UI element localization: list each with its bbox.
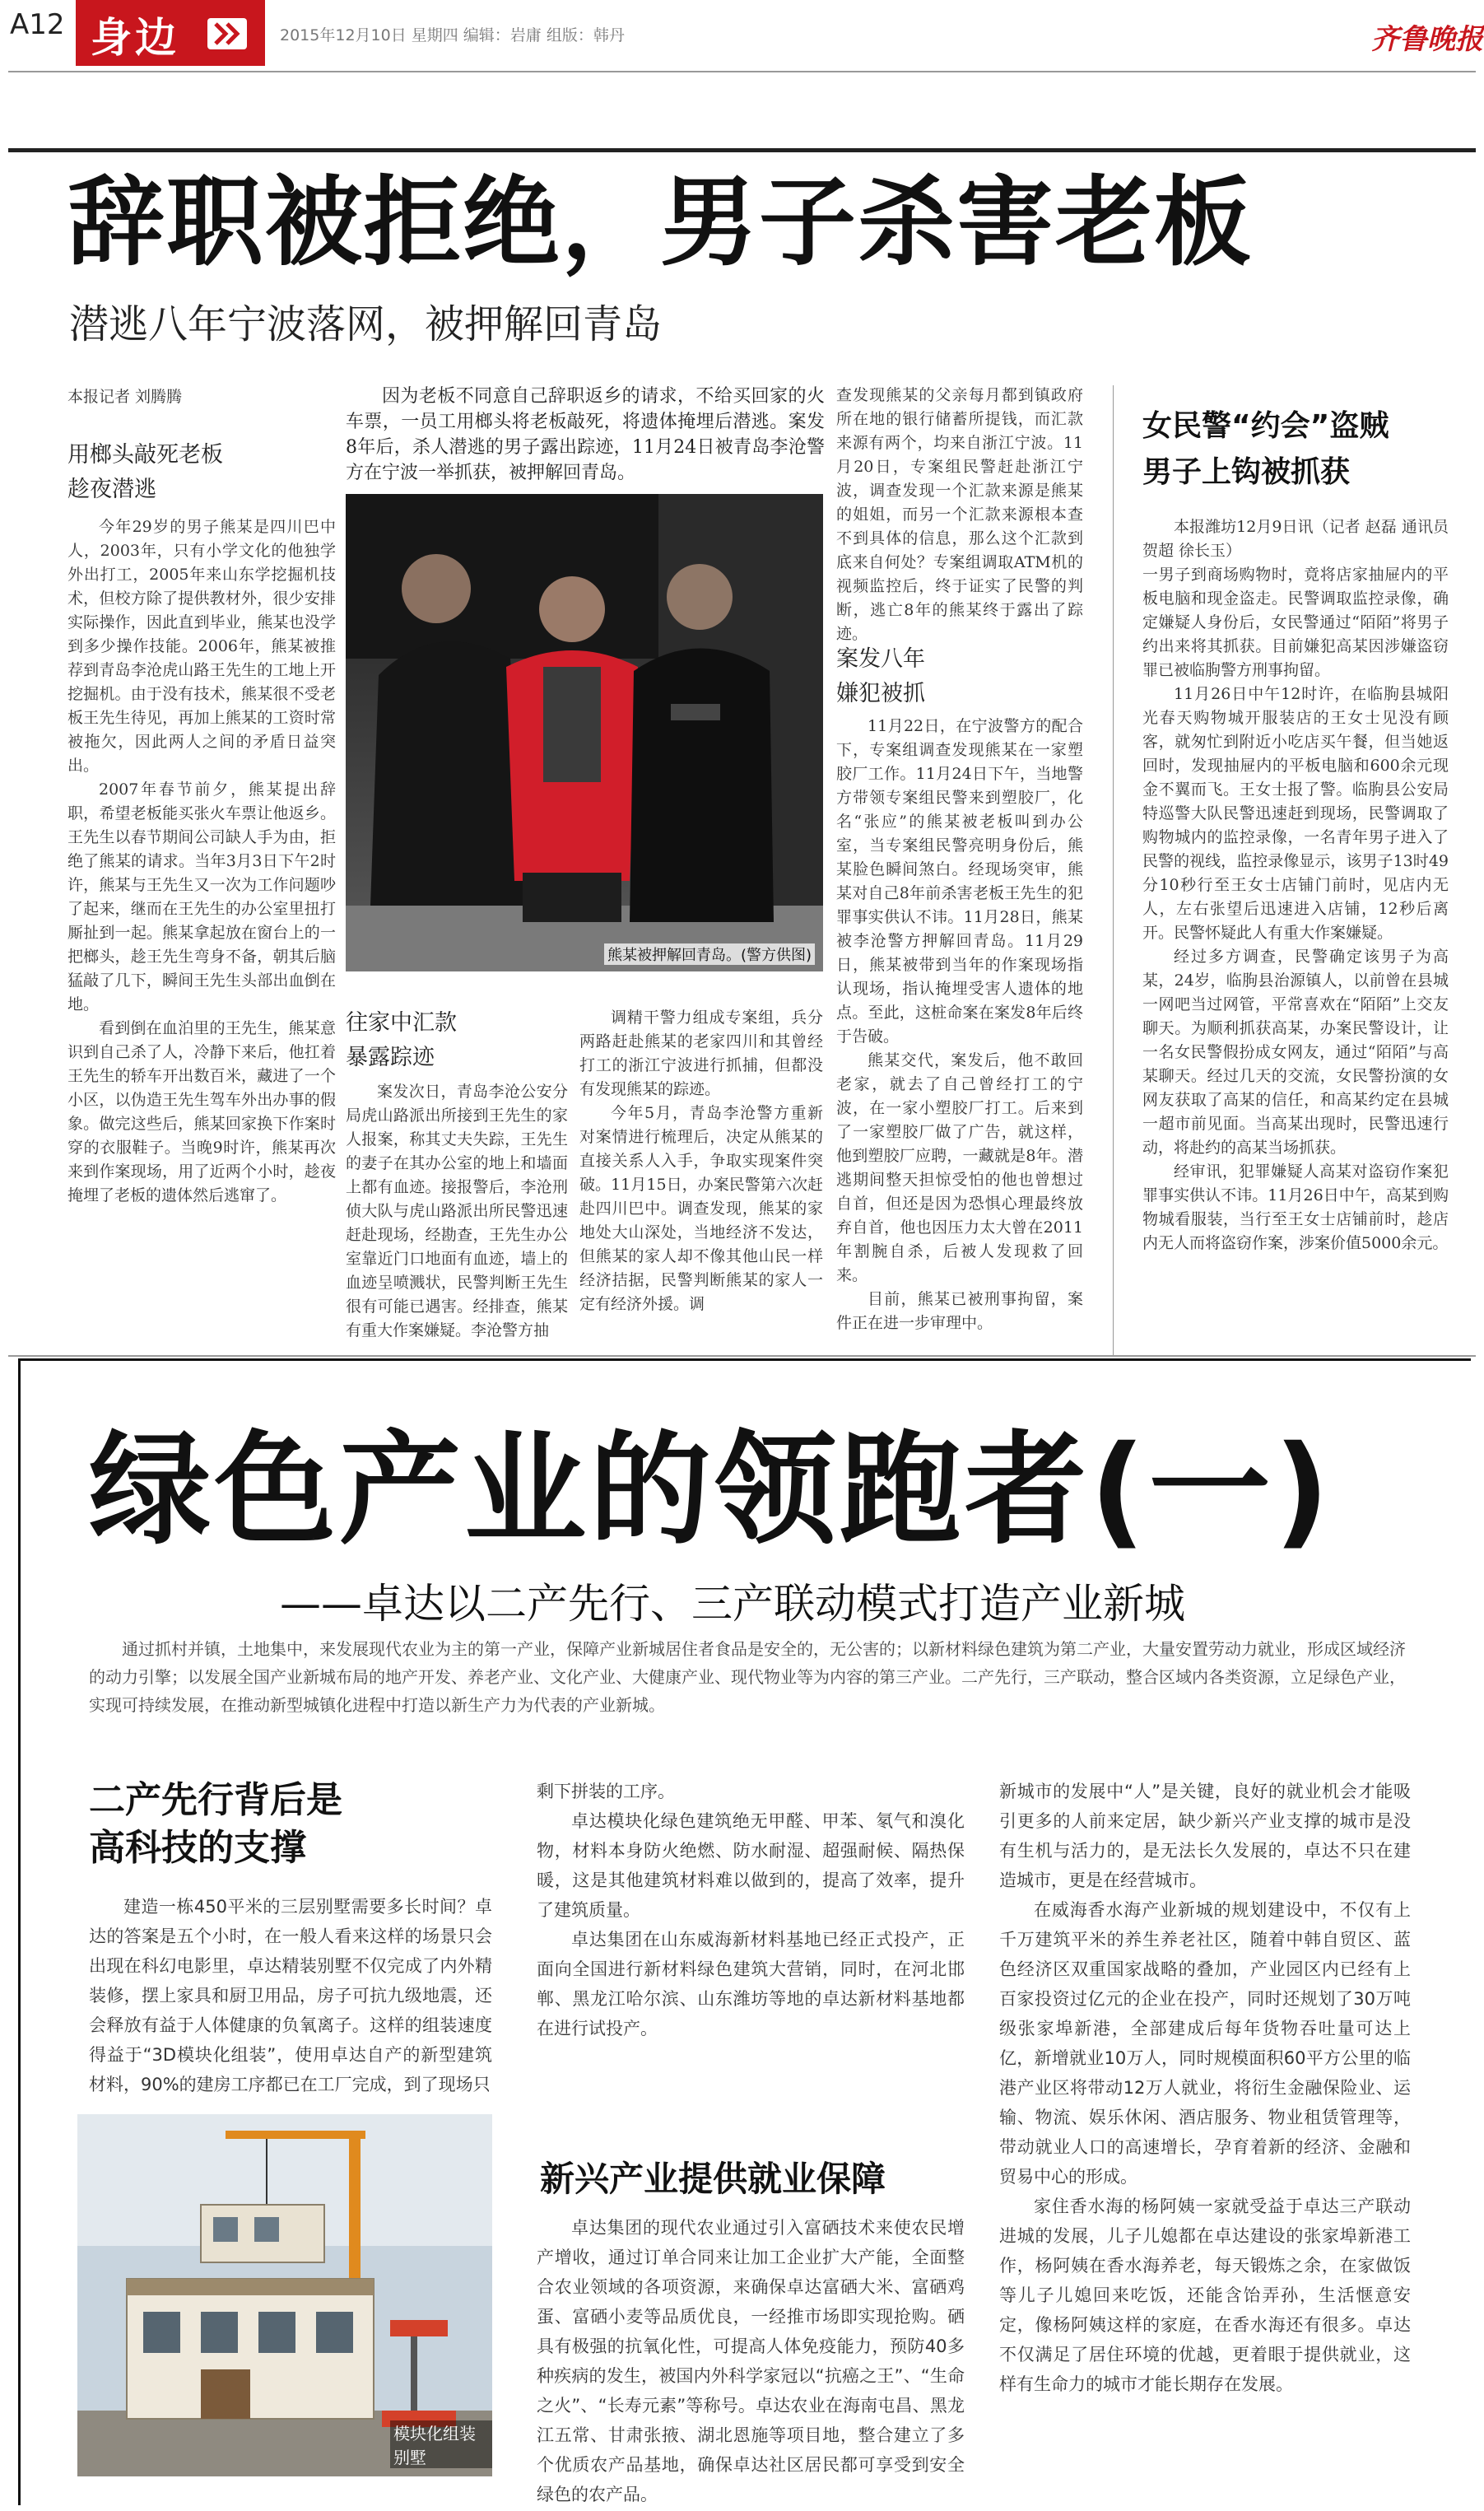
section-badge [76,0,265,66]
story1-col1-para: 2007年春节前夕，熊某提出辞职，希望老板能买张火车票让他返乡。王先生以春节期间公司缺人手为由，拒绝了熊某的请求。当年3月3日下午2时许，熊某与王先生又一次为工作问题吵了起来，继而在王先生的办公室里扭打厮扯到一起。熊某拿起放在窗台上的一把榔头，趁王先生弯身不备，朝其后脑猛敲了几下，瞬间王先生头部出血倒在地。 [67,780,336,1013]
ad-column-3 [999,1777,1411,2476]
story1-col3top-para: 查发现熊某的父亲每月都到镇政府所在地的银行储蓄所提钱，而汇款来源有两个，均来自浙江宁波。11月20日，专案组民警赶赴浙江宁波，调查发现一个汇款来源是熊某的姐姐，而另一个汇款来源根本查不到具体的信息，那么这个汇款到底来自何处？专案组调取ATM机的视频监控后，终于证实了民警的判断，逃亡8年的熊某终于露出了踪迹。 [836,386,1083,643]
story1-column-2b [346,1080,568,1357]
section-rule [8,148,1476,152]
header-rule [8,71,1476,72]
story1-subhead-2: 往家中汇款 暴露踪迹 [346,1010,457,1070]
page-number: A12 [10,8,65,41]
story2-body [1142,563,1449,1353]
story1-photo [346,494,823,971]
story2-para: 经审讯，犯罪嫌疑人高某对盗窃作案犯罪事实供认不讳。11月26日中午，高某到购物城看服装，当行至王女士店铺前时，趁店内无人而将盗窃作案，涉案价值5000余元。 [1142,1162,1449,1252]
ad-intro [89,1635,1406,1719]
ad-subhead: ——卓达以二产先行、三产联动模式打造产业新城 [280,1580,1185,1628]
story2-headline: 女民警“约会”盗贼 男子上钩被抓获 [1142,409,1389,489]
masthead-logo: 齐鲁晚报 [1371,23,1483,56]
story2-byline: 本报潍坊12月9日讯（记者 赵磊 通讯员 贺超 徐长玉） [1142,518,1449,560]
ad-col3-para: 家住香水海的杨阿姨一家就受益于卓达三产联动进城的发展，儿子儿媳都在卓达建设的张家埠新港工作，杨阿姨在香水海养老，每天锻炼之余，在家做饭等儿子儿媳回来吃饭，还能含饴弄孙，生活惬意安定，像杨阿姨这样的家庭，在香水海还有很多。卓达不仅满足了居住环境的优越，更着眼于提供就业，这样有生命力的城市才能长期存在发展。 [999,2197,1411,2394]
ad-subhead-1: 二产先行背后是 高科技的支撑 [89,1779,342,1869]
story1-col2b-para: 案发次日，青岛李沧公安分局虎山路派出所接到王先生的家人报案，称其丈夫失踪，王先生的妻子在其办公室的地上和墙面上都有血迹。接报警后，李沧刑侦大队与虎山路派出所民警迅速赶赴现场，经勘查，王先生办公室靠近门口地面有血迹，墙上的血迹呈喷溅状，民警判断王先生很有可能已遇害。经排查，熊某有重大作案嫌疑。李沧警方抽 [346,1083,568,1339]
ad-col2-para: 剩下拼装的工序。 [537,1782,675,1801]
story1-lead [346,384,825,486]
ad-col2b-para: 卓达集团的现代农业通过引入富硒技术来使农民增产增收，通过订单合同来让加工企业扩大产能，全面整合农业领域的各项资源，来确保卓达富硒大米、富硒鸡蛋、富硒小麦等品质优良，一经推市场即实现抢购。硒具有极强的抗氧化性，可提高人体免疫能力，预防40多种疾病的发生，被国内外科学家冠以“抗癌之王”、“生命之火”、“长寿元素”等称号。卓达农业在海南屯昌、黑龙江五常、甘肃张掖、湖北恩施等项目地，整合建立了多个优质农产品基地，确保卓达社区居民都可享受到安全绿色的农产品。 [537,2218,965,2504]
ad-col2-para: 卓达模块化绿色建筑绝无甲醛、甲苯、氡气和溴化物，材料本身防火绝燃、防水耐湿、超强耐候、隔热保暖，这是其他建筑材料难以做到的，提高了效率，提升了建筑质量。 [537,1811,965,1920]
ad-headline: 绿色产业的领跑者(一) [89,1419,1333,1561]
ad-subhead-2: 新兴产业提供就业保障 [540,2159,886,2199]
column-divider [1113,385,1114,1357]
ad-col3-para: 新城市的发展中“人”是关键，良好的就业机会才能吸引更多的人前来定居，缺少新兴产业支撑的城市是没有生机与活力的，是无法长久发展的，卓达不只在建造城市，更是在经营城市。 [999,1782,1411,1890]
story-separator [8,1355,1476,1357]
story1-col3mid-para: 熊某交代，案发后，他不敢回老家，就去了自己曾经打工的宁波，在一家小塑胶厂打工。后来到了一家塑胶厂做了广告，就这样，他到塑胶厂应聘，一藏就是8年。潜逃期间整天担惊受怕的他也曾想过自首，但还是因为恐惧心理最终放弃自首，他也因压力太大曾在2011年割腕自杀，后被人发现救了回来。 [836,1051,1083,1284]
story1-headline: 辞职被拒绝，男子杀害老板 [67,165,1254,279]
ad-col2-para: 卓达集团在山东威海新材料基地已经正式投产，正面向全国进行新材料绿色建筑大营销，同时，在河北邯郸、黑龙江哈尔滨、山东潍坊等地的卓达新材料基地都在进行试投产。 [537,1930,965,2038]
story1-col1-para: 今年29岁的男子熊某是四川巴中人，2003年，只有小学文化的他独学外出打工，2005年来山东学挖掘机技术，但校方除了提供教材外，很少安排实际操作，因此直到毕业，熊某也没学到多少操作技能。2006年，熊某被推荐到青岛李沧虎山路王先生的工地上开挖掘机。由于没有技术，熊某很不受老板王先生待见，再加上熊某的工资时常被拖欠，因此两人之间的矛盾日益突出。 [67,518,336,775]
ad-col1-para: 建造一栋450平米的三层别墅需要多长时间？卓达的答案是五个小时，在一般人看来这样的场景只会出现在科幻电影里，卓达精装别墅不仅完成了内外精装修，摆上家具和厨卫用品，房子可抗九级地震，还会释放有益于人体健康的负氧离子。这样的组装速度得益于“3D模块化组装”，使用卓达自产的新型建筑材料，90%的建房工序都已在工厂完成，到了现场只 [89,1897,492,2094]
ad-column-2 [537,1777,965,2139]
story1-lead-text: 因为老板不同意自己辞职返乡的请求，不给买回家的火车票，一员工用榔头将老板敲死，将遗体掩埋后潜逃。案发8年后，杀人潜逃的男子露出踪迹，11月24日被青岛李沧警方在宁波一举抓获，被押解回青岛。 [346,386,825,483]
story2-para: 经过多方调查，民警确定该男子为高某，24岁，临朐县治源镇人，以前曾在县城一网吧当过网管，平常喜欢在“陌陌”上交友聊天。为顺利抓获高某，办案民警设计，让一名女民警假扮成女网友，通过“陌陌”与高某聊天。经过几天的交流，女民警扮演的女网友获取了高某的信任，和高某约定在县城一超市前见面。当高某出现时，民警迅速行动，将赴约的高某当场抓获。 [1142,948,1449,1157]
story1-deck: 潜逃八年宁波落网，被押解回青岛 [69,301,663,347]
ad-column-2b [537,2213,965,2504]
issue-meta: 2015年12月10日 星期四 编辑：岩庸 组版：韩丹 [280,26,625,44]
story1-byline: 本报记者 刘腾腾 [67,388,183,406]
story1-column-1 [67,515,336,1355]
section-title: 身边 [91,14,179,62]
story1-col3mid-para: 11月22日，在宁波警方的配合下，专案组调查发现熊某在一家塑胶厂工作。11月24日下午，当地警方带领专案组民警来到塑胶厂，化名“张应”的熊某被老板叫到办公室，当专案组民警亮明身份后，熊某脸色瞬间煞白。经现场突审，熊某对自己8年前杀害老板王先生的犯罪事实供认不讳。11月28日，熊某被李沧警方押解回青岛。11月29日，熊某被带到当年的作案现场指认现场，指认掩埋受害人遗体的地点。至此，这桩命案在案发8年后终于告破。 [836,717,1083,1046]
story1-col3mid-para: 目前，熊某已被刑事拘留，案件正在进一步审理中。 [836,1290,1083,1332]
ad-col3-para: 在威海香水海产业新城的规划建设中，不仅有上千万建筑平米的养生养老社区，随着中韩自贸区、蓝色经济区双重国家战略的叠加，产业园区内已经有上百家投资过亿元的企业在投产，同时还规划了30万吨级张家埠新港，全部建成后每年货物吞吐量可达上亿，新增就业10万人，同时规模面积60平方公里的临港产业区将带动12万人就业，将衍生金融保险业、运输、物流、娱乐休闲、酒店服务、物业租赁管理等，带动就业人口的高速增长，孕育着新的经济、金融和贸易中心的形成。 [999,1900,1411,2187]
story1-subhead-3: 案发八年 嫌犯被抓 [836,646,925,706]
story1-subhead-1: 用榔头敲死老板 趁夜潜逃 [67,442,223,502]
ad-photo [77,2114,492,2476]
ad-photo-caption: 模块化组装别墅 [390,2420,492,2468]
double-chevron-icon [207,18,247,49]
story1-photo-caption: 熊某被押解回青岛。(警方供图) [604,943,815,965]
story1-column-3a [579,1006,823,1357]
story2-para: 一男子到商场购物时，竟将店家抽屉内的平板电脑和现金盗走。民警调取监控录像，确定嫌疑人身份后，女民警通过“陌陌”将男子约出来将其抓获。目前嫌犯高某因涉嫌盗窃罪已被临朐警方刑事拘留。 [1142,566,1449,679]
story1-col3a-para: 今年5月，青岛李沧警方重新对案情进行梳理后，决定从熊某的直接关系人入手，争取实现案件突破。11月15日，办案民警第六次赶赴四川巴中。调查发现，熊某的家地处大山深处，当地经济不发达，但熊某的家人却不像其他山民一样经济拮据，民警判断熊某的家人一定有经济外援。调 [579,1104,823,1313]
ad-intro-text: 通过抓村并镇，土地集中，来发展现代农业为主的第一产业，保障产业新城居住者食品是安全的，无公害的；以新材料绿色建筑为第二产业，大量安置劳动力就业，形成区域经济的动力引擎；以发展全国产业新城布局的地产开发、养老产业、文化产业、大健康产业、现代物业等为内容的第三产业。二产先行，三产联动，整合区域内各类资源，立足绿色产业，实现可持续发展，在推动新型城镇化进程中打造以新生产力为代表的产业新城。 [89,1639,1406,1715]
story1-col1-para: 看到倒在血泊里的王先生，熊某意识到自己杀了人，冷静下来后，他扛着王先生的轿车开出数百米，藏进了一个小区，以伪造王先生驾车外出办事的假象。做完这些后，熊某回家换下作案时穿的衣服鞋子。当晚9时许，熊某再次来到作案现场，用了近两个小时，趁夜掩埋了老板的遗体然后逃窜了。 [67,1019,336,1204]
story1-column-3-mid [836,715,1083,1358]
story2-para: 11月26日中午12时许，在临朐县城阳光春天购物城开服装店的王女士见没有顾客，就匆忙到附近小吃店买午餐，但当她返回时，发现抽屉内的平板电脑和600余元现金不翼而飞。王女士报了警。临朐县公安局特巡警大队民警迅速赶到现场，民警调取了购物城内的监控录像，一名青年男子进入了民警的视线，监控录像显示，该男子13时49分10秒行至王女士店铺门前时，见店内无人，左右张望后迅速进入店铺，12秒后离开。民警怀疑此人有重大作案嫌疑。 [1142,685,1449,942]
story1-column-3-top [836,384,1083,643]
story1-col3a-para: 调精干警力组成专案组，兵分两路赶赴熊某的老家四川和其曾经打工的浙江宁波进行抓捕，但都没有发现熊某的踪迹。 [579,1009,823,1098]
ad-column-1 [89,1892,492,2102]
